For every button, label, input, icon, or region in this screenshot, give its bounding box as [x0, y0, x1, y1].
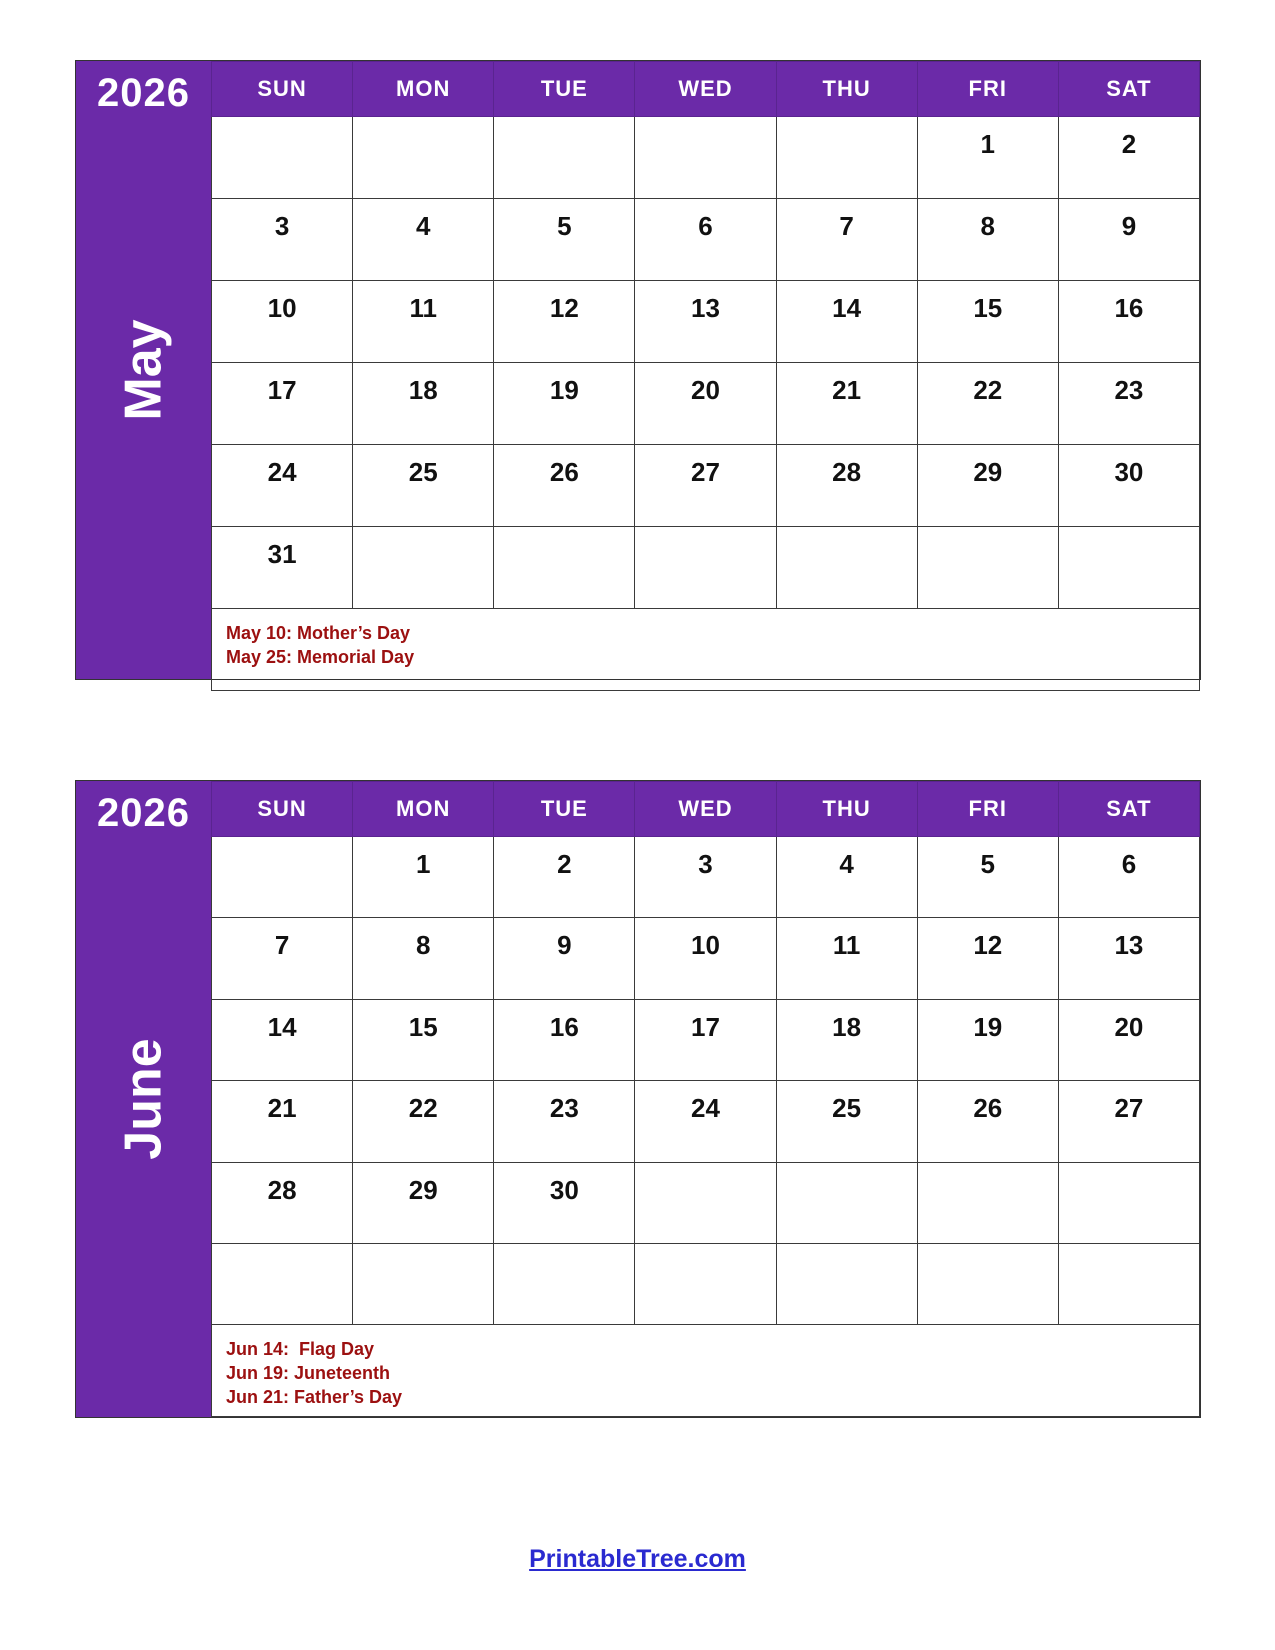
day-cell[interactable]: 9: [494, 918, 635, 999]
day-cell-empty: [494, 527, 635, 609]
day-cell[interactable]: 18: [353, 363, 494, 445]
year-label-june: 2026: [97, 791, 190, 835]
day-cell-empty: [917, 1244, 1058, 1325]
holiday-note-line: May 10: Mother’s Day: [226, 623, 411, 643]
weekday-thu: THU: [776, 62, 917, 117]
day-cell[interactable]: 3: [212, 199, 353, 281]
day-cell-empty: [353, 527, 494, 609]
day-cell[interactable]: 21: [212, 1081, 353, 1162]
day-cell[interactable]: 14: [776, 281, 917, 363]
month-spine-may: [76, 61, 211, 679]
day-cell[interactable]: 23: [1058, 363, 1199, 445]
calendar-june: [75, 780, 1201, 1418]
day-cell[interactable]: 17: [635, 999, 776, 1080]
day-cell[interactable]: 9: [1058, 199, 1199, 281]
weekday-mon: MON: [353, 62, 494, 117]
day-cell-empty: [353, 117, 494, 199]
day-cell[interactable]: 24: [212, 445, 353, 527]
day-cell-empty: [776, 1244, 917, 1325]
day-cell[interactable]: 12: [494, 281, 635, 363]
month-label-june-text: June: [114, 1038, 173, 1160]
day-cell[interactable]: 1: [917, 117, 1058, 199]
day-cell[interactable]: 22: [917, 363, 1058, 445]
day-cell[interactable]: 23: [494, 1081, 635, 1162]
day-cell[interactable]: 19: [494, 363, 635, 445]
calendar-week-row: [212, 918, 1200, 999]
calendar-table-june: [211, 781, 1200, 1417]
day-cell[interactable]: 20: [1058, 999, 1199, 1080]
day-cell-empty: [917, 1162, 1058, 1243]
holiday-notes-row: [212, 609, 1200, 691]
holiday-notes-cell: [212, 1325, 1200, 1417]
day-cell-empty: [635, 527, 776, 609]
day-cell-empty: [1058, 1162, 1199, 1243]
day-cell-empty: [212, 1244, 353, 1325]
calendar-week-row: [212, 1244, 1200, 1325]
day-cell-empty: [635, 117, 776, 199]
calendar-grid-june: [211, 781, 1200, 1417]
day-cell[interactable]: 27: [1058, 1081, 1199, 1162]
month-label-june: [76, 781, 211, 1417]
printabletree-link[interactable]: PrintableTree.com: [529, 1545, 746, 1573]
day-cell[interactable]: 7: [776, 199, 917, 281]
day-cell[interactable]: 12: [917, 918, 1058, 999]
weekday-header-row-june: [212, 782, 1200, 837]
holiday-note-line: Jun 21: Father’s Day: [226, 1387, 403, 1408]
day-cell[interactable]: 21: [776, 363, 917, 445]
calendar-week-row: [212, 117, 1200, 199]
day-cell[interactable]: 16: [494, 999, 635, 1080]
day-cell[interactable]: 11: [353, 281, 494, 363]
weekday-fri: FRI: [917, 782, 1058, 837]
day-cell-empty: [1058, 527, 1199, 609]
month-label-may-text: May: [114, 319, 173, 421]
calendar-week-row: [212, 1081, 1200, 1162]
day-cell[interactable]: 2: [1058, 117, 1199, 199]
calendar-week-row: [212, 199, 1200, 281]
day-cell[interactable]: 8: [353, 918, 494, 999]
day-cell[interactable]: 1: [353, 837, 494, 918]
day-cell[interactable]: 29: [917, 445, 1058, 527]
day-cell[interactable]: 24: [635, 1081, 776, 1162]
weekday-mon: MON: [353, 782, 494, 837]
day-cell[interactable]: 22: [353, 1081, 494, 1162]
holiday-notes-cell: [212, 609, 1200, 691]
day-cell-empty: [1058, 1244, 1199, 1325]
calendar-week-row: [212, 837, 1200, 918]
day-cell-empty: [212, 837, 353, 918]
weekday-sun: SUN: [212, 782, 353, 837]
weekday-fri: FRI: [917, 62, 1058, 117]
day-cell[interactable]: 19: [917, 999, 1058, 1080]
day-cell[interactable]: 17: [212, 363, 353, 445]
day-cell[interactable]: 25: [776, 1081, 917, 1162]
day-cell[interactable]: 26: [494, 445, 635, 527]
month-label-may: [76, 61, 211, 679]
weekday-tue: TUE: [494, 62, 635, 117]
day-cell[interactable]: 25: [353, 445, 494, 527]
holiday-note-line: Jun 14: Flag Day: [226, 1339, 375, 1360]
day-cell-empty: [917, 527, 1058, 609]
weekday-wed: WED: [635, 62, 776, 117]
weekday-sat: SAT: [1058, 782, 1199, 837]
day-cell[interactable]: 29: [353, 1162, 494, 1243]
day-cell[interactable]: 16: [1058, 281, 1199, 363]
day-cell-empty: [635, 1162, 776, 1243]
day-cell-empty: [494, 117, 635, 199]
calendar-table-may: [211, 61, 1200, 691]
day-cell[interactable]: 8: [917, 199, 1058, 281]
calendar-week-row: [212, 527, 1200, 609]
holiday-note-line: Jun 19: Juneteenth: [226, 1363, 391, 1384]
day-cell[interactable]: 18: [776, 999, 917, 1080]
weekday-sun: SUN: [212, 62, 353, 117]
day-cell-empty: [494, 1244, 635, 1325]
day-cell[interactable]: 15: [353, 999, 494, 1080]
holiday-notes-row: [212, 1325, 1200, 1417]
day-cell-empty: [776, 1162, 917, 1243]
day-cell[interactable]: 5: [917, 837, 1058, 918]
calendar-week-row: [212, 363, 1200, 445]
day-cell[interactable]: 13: [1058, 918, 1199, 999]
day-cell[interactable]: 3: [635, 837, 776, 918]
day-cell[interactable]: 31: [212, 527, 353, 609]
weekday-tue: TUE: [494, 782, 635, 837]
month-spine-june: [76, 781, 211, 1417]
day-cell[interactable]: 13: [635, 281, 776, 363]
day-cell-empty: [776, 527, 917, 609]
calendar-week-row: [212, 1162, 1200, 1243]
holiday-notes: [226, 1337, 1199, 1409]
day-cell[interactable]: 10: [212, 281, 353, 363]
day-cell[interactable]: 2: [494, 837, 635, 918]
day-cell[interactable]: 7: [212, 918, 353, 999]
calendar-may: [75, 60, 1201, 680]
day-cell-empty: [776, 117, 917, 199]
day-cell-empty: [635, 1244, 776, 1325]
day-cell[interactable]: 6: [635, 199, 776, 281]
day-cell[interactable]: 11: [776, 918, 917, 999]
day-cell[interactable]: 28: [212, 1162, 353, 1243]
weekday-header-row-may: [212, 62, 1200, 117]
calendar-week-row: [212, 281, 1200, 363]
year-label-may: 2026: [97, 71, 190, 115]
day-cell[interactable]: 30: [494, 1162, 635, 1243]
day-cell[interactable]: 28: [776, 445, 917, 527]
footer: [0, 1545, 1275, 1574]
day-cell[interactable]: 10: [635, 918, 776, 999]
weekday-thu: THU: [776, 782, 917, 837]
day-cell-empty: [212, 117, 353, 199]
calendar-body-may: [212, 117, 1200, 691]
day-cell[interactable]: 5: [494, 199, 635, 281]
holiday-notes: [226, 621, 1199, 669]
holiday-note-line: May 25: Memorial Day: [226, 647, 415, 667]
weekday-sat: SAT: [1058, 62, 1199, 117]
weekday-wed: WED: [635, 782, 776, 837]
day-cell[interactable]: 27: [635, 445, 776, 527]
day-cell[interactable]: 14: [212, 999, 353, 1080]
day-cell[interactable]: 15: [917, 281, 1058, 363]
day-cell-empty: [353, 1244, 494, 1325]
calendar-week-row: [212, 999, 1200, 1080]
day-cell[interactable]: 4: [353, 199, 494, 281]
day-cell[interactable]: 4: [776, 837, 917, 918]
day-cell[interactable]: 6: [1058, 837, 1199, 918]
calendar-body-june: [212, 837, 1200, 1417]
day-cell[interactable]: 20: [635, 363, 776, 445]
day-cell[interactable]: 26: [917, 1081, 1058, 1162]
calendar-grid-may: [211, 61, 1200, 679]
day-cell[interactable]: 30: [1058, 445, 1199, 527]
calendar-week-row: [212, 445, 1200, 527]
